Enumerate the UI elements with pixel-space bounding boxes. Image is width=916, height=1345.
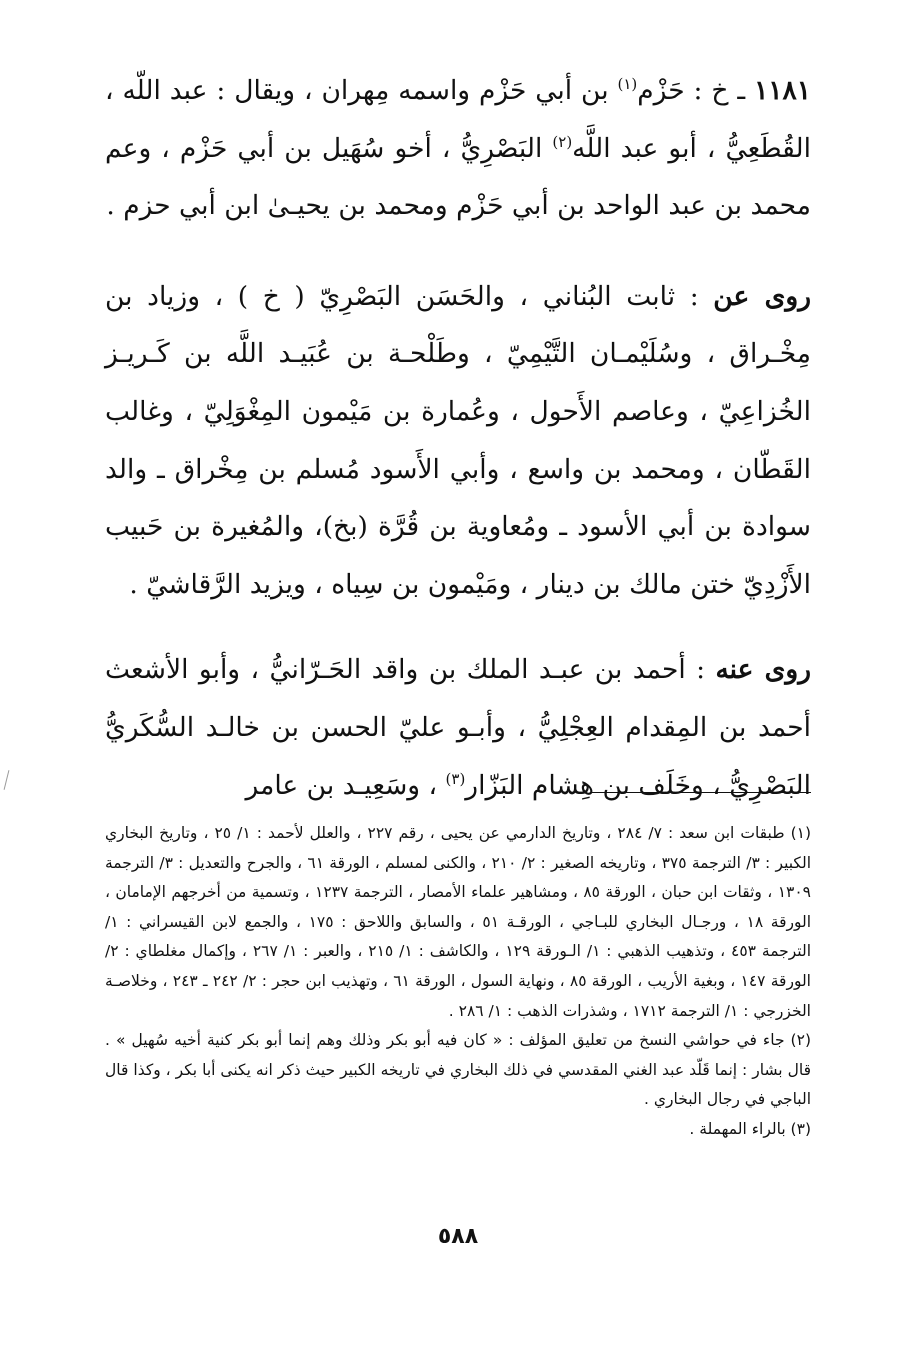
entry-body-text-end: البَصْرِيُّ ، أخو سُهَيل بن أبي حَزْم ، وعم محمد بن عبد الواحد بن أبي حَزْم ومحمد بن يحيـىٰ ابن أبي حزم . [105,132,811,222]
narrated-from-heading: روى عن [713,280,811,312]
footnote-2: (٢) جاء في حواشي النسخ من تعليق المؤلف : « كان فيه أبو بكر وذلك وهم إنما أبو بكر كنية أخيه سُهيل » . قال بشار : إنما قَلّد عبد الغني المقدسي في ذلك البخاري في تاريخه الكبير حيث ذكر انه يكنى أبا بكر ، وكذا قال الباجي في رجال البخاري . [105,1031,811,1109]
narrated-by-heading: روى عنه [715,654,812,686]
main-text [105,62,811,814]
footnote-1: (١) طبقات ابن سعد : ٧/ ٢٨٤ ، وتاريخ الدارمي عن يحيى ، رقم ٢٢٧ ، والعلل لأحمد : ١/ ٢٥ ، وتاريخ البخاري الكبير : ٣/ الترجمة ٣٧٥ ، وتاريخه الصغير : ٢/ ٢١٠ ، والكنى لمسلم ، الورقة ٦١ ، والجرح والتعديل : ٣/ الترجمة ١٣٠٩ ، وثقات ابن حبان ، الورقة ٨٥ ، ومشاهير علماء الأمصار ، الترجمة ١٢٣٧ ، وتسمية من أخرجهم الإمامان ، الورقة ١٨ ، ورجـال البخاري للبـاجي ، الورقـة ٥١ ، والسابق واللاحق : ١٧٥ ، والجمع لابن القيسراني : ١/ الترجمة ٤٥٣ ، وتذهيب الذهبي : ١/ الـورقة ١٢٩ ، والكاشف : ١/ ٢١٥ ، والعبر : ١/ ٢٦٧ ، وإكمال مغلطاي : ٢/ الورقة ١٤٧ ، وبغية الأريب ، الورقة ٨٥ ، ونهاية السول ، الورقة ٦١ ، وتهذيب ابن حجر : ٢/ ٢٤٢ ـ ٢٤٣ ، وخلاصـة الخزرجي : ١/ الترجمة ١٧١٢ ، وشذرات الذهب : ١/ ٢٨٦ . [105,824,812,1020]
footnotes [105,819,811,1145]
page-number: ٥٨٨ [437,1224,479,1249]
narrated-from-paragraph [105,268,811,614]
footnote-3: (٣) بالراء المهملة . [689,1119,811,1138]
entry-number: ١١٨١ [754,75,811,106]
narrated-from-text: : ثابت البُناني ، والحَسَن البَصْرِيّ ( خ ) ، وزياد بن مِخْـراق ، وسُلَيْمـان التَّيْمِيّ ، وطَلْحـة بن عُبَيـد اللَّه بن كَـريـز الخُزاعِيّ ، وعاصم الأَحول ، وعُمارة بن مَيْمون المِغْوَلِيّ ، وغالب القَطّان ، ومحمد بن واسع ، وأبي الأَسود مُسلم بن مِخْراق ـ والد سوادة بن أبي الأسود ـ ومُعاوية بن قُرَّة (بخ)، والمُغيرة بن حَبيب الأَزْدِيّ ختن مالك بن دينار ، ومَيْمون بن سِياه ، ويزيد الرَّقاشيّ . [105,280,811,600]
narrated-by-text: : أحمد بن عبـد الملك بن واقد الحَـرّانيُّ ، وأبو الأشعث أحمد بن المِقدام العِجْلِيُّ ، وأبـو عليّ الحسن بن خالـد السُّكَريُّ البَصْرِيُّ ، وخَلَف بن هِشام البَزّار [105,654,811,801]
footnote-marker-2: (٢) [552,132,573,151]
entry-paragraph [105,62,811,235]
footnote-marker-3: (٣) [445,769,466,788]
footnote-marker-1: (١) [617,75,638,93]
entry-heading-text: ـ خ : حَزْم [637,75,746,106]
entry-body-text: بن أبي حَزْم واسمه مِهران ، ويقال : عبد اللّه ، القُطَعِيُّ ، أبو عبد اللَّه [105,75,811,164]
narrated-by-paragraph [105,641,811,814]
footnote-separator [591,792,811,793]
narrated-by-text-end: ، وسَعِيـد بن عامر [245,769,446,801]
scan-mark [4,770,10,790]
